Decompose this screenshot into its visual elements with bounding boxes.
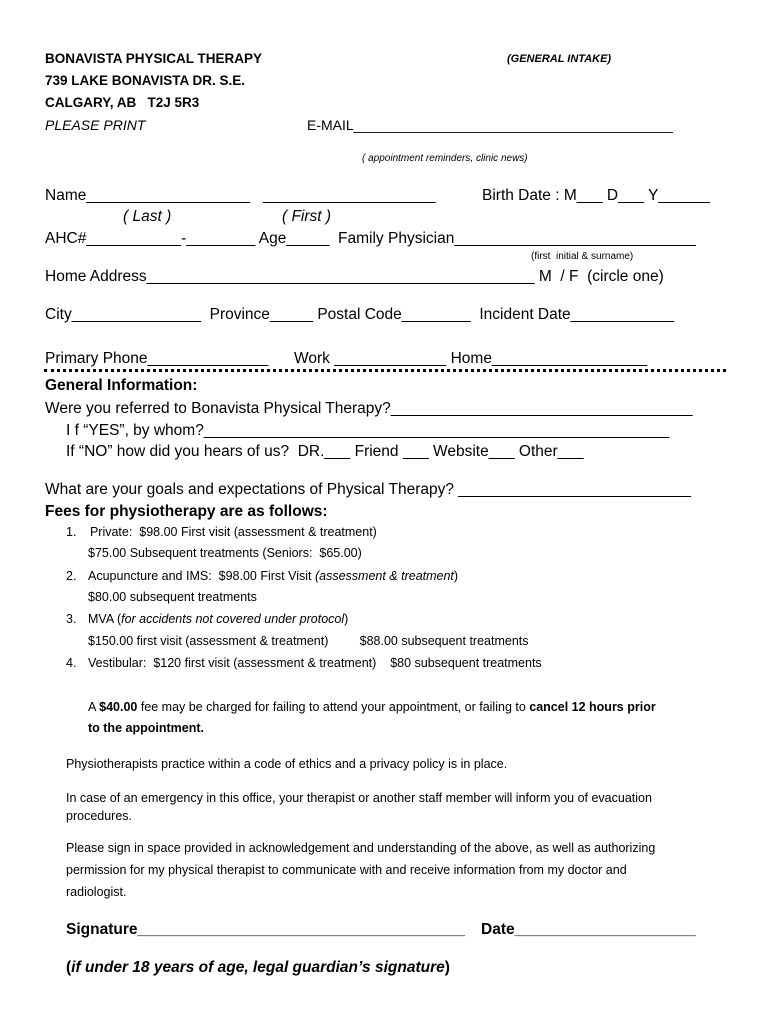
fee-text: ) bbox=[344, 612, 349, 626]
last-name-label: ( Last ) bbox=[123, 208, 172, 225]
emergency-statement: In case of an emergency in this office, your therapist or another staff member will inform you of evacuation bbox=[66, 791, 652, 805]
name-field[interactable]: Name___________________ ____________________ bbox=[45, 187, 436, 204]
fee-item-mva bbox=[88, 613, 348, 626]
section-divider bbox=[44, 369, 726, 372]
referred-field[interactable]: Were you referred to Bonavista Physical Therapy?___________________________________ bbox=[45, 400, 693, 417]
signature-field[interactable]: Signature______________________________________ bbox=[66, 921, 466, 938]
policy-text-bold: cancel 12 hours prior bbox=[529, 700, 656, 714]
consent-statement-end: radiologist. bbox=[66, 885, 127, 899]
first-name-label: ( First ) bbox=[282, 208, 332, 225]
policy-text: fee may be charged for failing to attend your appointment, or failing to bbox=[137, 700, 530, 714]
fee-text: ) bbox=[453, 569, 459, 583]
fee-item-mva-fees: $150.00 first visit (assessment & treatment) $88.00 subsequent treatments bbox=[88, 634, 529, 648]
form-type: (GENERAL INTAKE) bbox=[507, 53, 612, 65]
cancellation-policy-cont: to the appointment. bbox=[88, 721, 204, 735]
home-address-field[interactable]: Home Address_____________________________________________ M / F (circle one) bbox=[45, 268, 664, 285]
fee-item-acupuncture bbox=[88, 570, 458, 583]
guardian-note bbox=[66, 960, 450, 976]
consent-statement: Please sign in space provided in acknowledgement and understanding of the above, as well as authorizing bbox=[66, 841, 656, 855]
guardian-text: ) bbox=[444, 959, 450, 976]
physician-note: (first initial & surname) bbox=[531, 251, 634, 262]
birth-date-field[interactable]: Birth Date : M___ D___ Y______ bbox=[482, 187, 711, 204]
guardian-text-italic: if under 18 years of age, legal guardian’s signature bbox=[71, 959, 445, 976]
fee-item-acupuncture-subsequent: $80.00 subsequent treatments bbox=[88, 590, 257, 604]
fee-item-private-subsequent: $75.00 Subsequent treatments (Seniors: $65.00) bbox=[88, 546, 362, 560]
fee-item-number: 3. bbox=[66, 612, 77, 626]
clinic-address: 739 LAKE BONAVISTA DR. S.E. bbox=[45, 73, 246, 88]
city-province-postal-field[interactable]: City_______________ Province_____ Postal Code________ Incident Date____________ bbox=[45, 306, 675, 323]
consent-statement-cont: permission for my physical therapist to communicate with and receive information from my doctor and bbox=[66, 863, 627, 877]
guardian-text: ( bbox=[66, 959, 72, 976]
clinic-city: CALGARY, AB T2J 5R3 bbox=[45, 95, 200, 110]
ethics-statement: Physiotherapists practice within a code of ethics and a privacy policy is in place. bbox=[66, 757, 508, 771]
fee-item-number: 4. bbox=[66, 656, 77, 670]
referred-by-field[interactable]: I f “YES”, by whom?______________________________________________________ bbox=[66, 422, 670, 439]
cancellation-fee: $40.00 bbox=[99, 700, 138, 714]
fee-text: MVA ( bbox=[88, 612, 122, 626]
general-info-heading: General Information: bbox=[45, 377, 198, 394]
phone-field[interactable]: Primary Phone______________ Work _____________ Home__________________ bbox=[45, 350, 648, 367]
fee-text-italic: for accidents not covered under protocol bbox=[121, 612, 345, 626]
fee-item-number: 1. bbox=[66, 525, 77, 539]
ahc-age-physician-field[interactable]: AHC#___________-________ Age_____ Family Physician____________________________ bbox=[45, 230, 696, 247]
please-print-label: PLEASE PRINT bbox=[45, 117, 146, 133]
fee-item-vestibular: Vestibular: $120 first visit (assessment & treatment) $80 subsequent treatments bbox=[88, 656, 542, 670]
policy-text: A bbox=[88, 700, 100, 714]
fee-text-italic: (assessment & treatment bbox=[314, 569, 454, 583]
goals-field[interactable]: What are your goals and expectations of Physical Therapy? ___________________________ bbox=[45, 481, 692, 498]
fees-heading: Fees for physiotherapy are as follows: bbox=[45, 503, 328, 520]
fee-item-private: Private: $98.00 First visit (assessment & treatment) bbox=[83, 525, 377, 539]
heard-of-us-field[interactable]: If “NO” how did you hears of us? DR.___ Friend ___ Website___ Other___ bbox=[66, 443, 584, 460]
date-field[interactable]: Date_____________________ bbox=[481, 921, 696, 938]
email-field[interactable]: E-MAIL_________________________________________ bbox=[307, 117, 673, 133]
email-note: ( appointment reminders, clinic news) bbox=[362, 153, 528, 164]
cancellation-policy bbox=[88, 701, 656, 714]
fee-item-number: 2. bbox=[66, 569, 77, 583]
fee-text: Acupuncture and IMS: $98.00 First Visit bbox=[88, 569, 315, 583]
clinic-name: BONAVISTA PHYSICAL THERAPY bbox=[45, 51, 263, 66]
emergency-statement-cont: procedures. bbox=[66, 809, 133, 823]
